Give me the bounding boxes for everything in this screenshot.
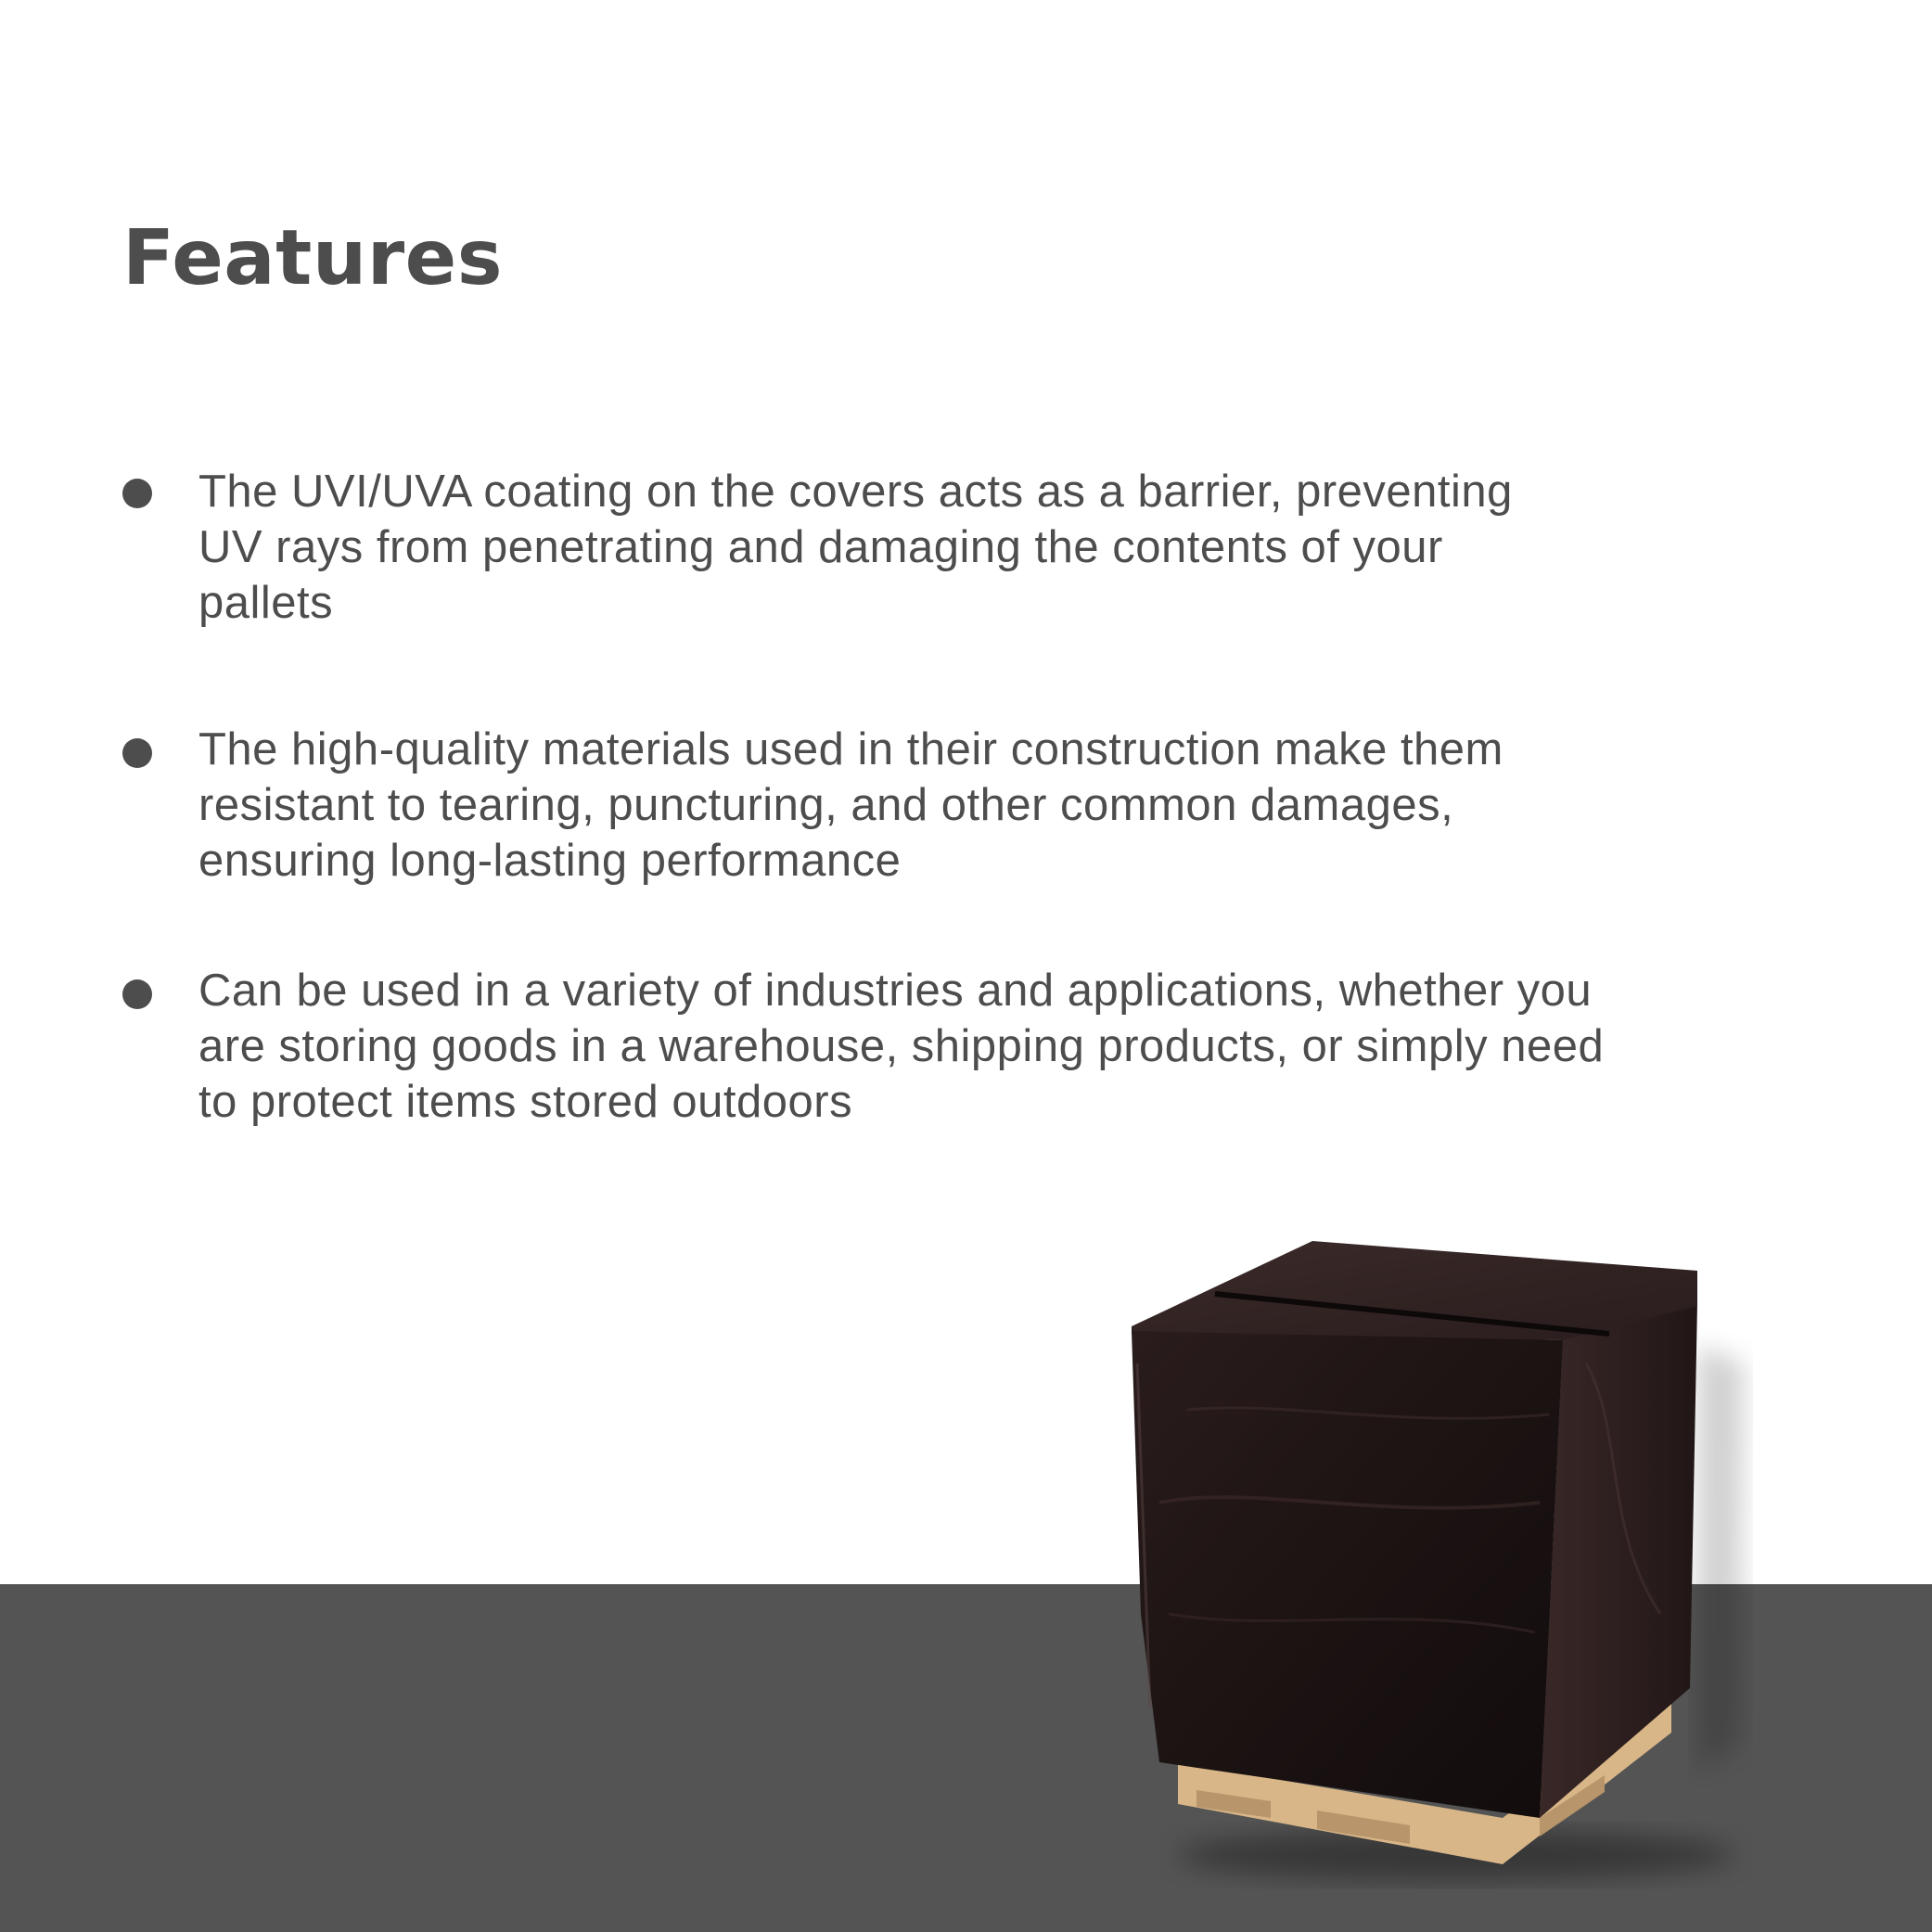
cover-side-shape	[1540, 1303, 1697, 1818]
cover-front-shape	[1132, 1331, 1563, 1818]
bullet-icon	[122, 979, 152, 1009]
feature-text	[198, 464, 1859, 631]
feature-line: The high-quality materials used in their construction make them	[198, 724, 1503, 774]
feature-line: UV rays from penetrating and damaging the contents of your	[198, 522, 1443, 572]
feature-text	[198, 722, 1859, 889]
bullet-icon	[122, 479, 152, 508]
bullet-icon	[122, 738, 152, 768]
cover-top-shape	[1132, 1241, 1697, 1340]
feature-line: pallets	[198, 578, 334, 628]
pallet-cover-image	[1104, 1224, 1753, 1892]
shadow-shape	[1697, 1345, 1744, 1772]
feature-line: Can be used in a variety of industries and applications, whether you	[198, 966, 1593, 1016]
feature-line: The UVI/UVA coating on the covers acts as a barrier, preventing	[198, 467, 1513, 517]
feature-text	[198, 963, 1859, 1130]
feature-line: are storing goods in a warehouse, shipping products, or simply need	[198, 1021, 1605, 1071]
page-title: Features	[122, 214, 504, 302]
feature-line: resistant to tearing, puncturing, and other common damages,	[198, 780, 1454, 830]
feature-line: ensuring long-lasting performance	[198, 836, 902, 886]
feature-line: to protect items stored outdoors	[198, 1077, 853, 1127]
